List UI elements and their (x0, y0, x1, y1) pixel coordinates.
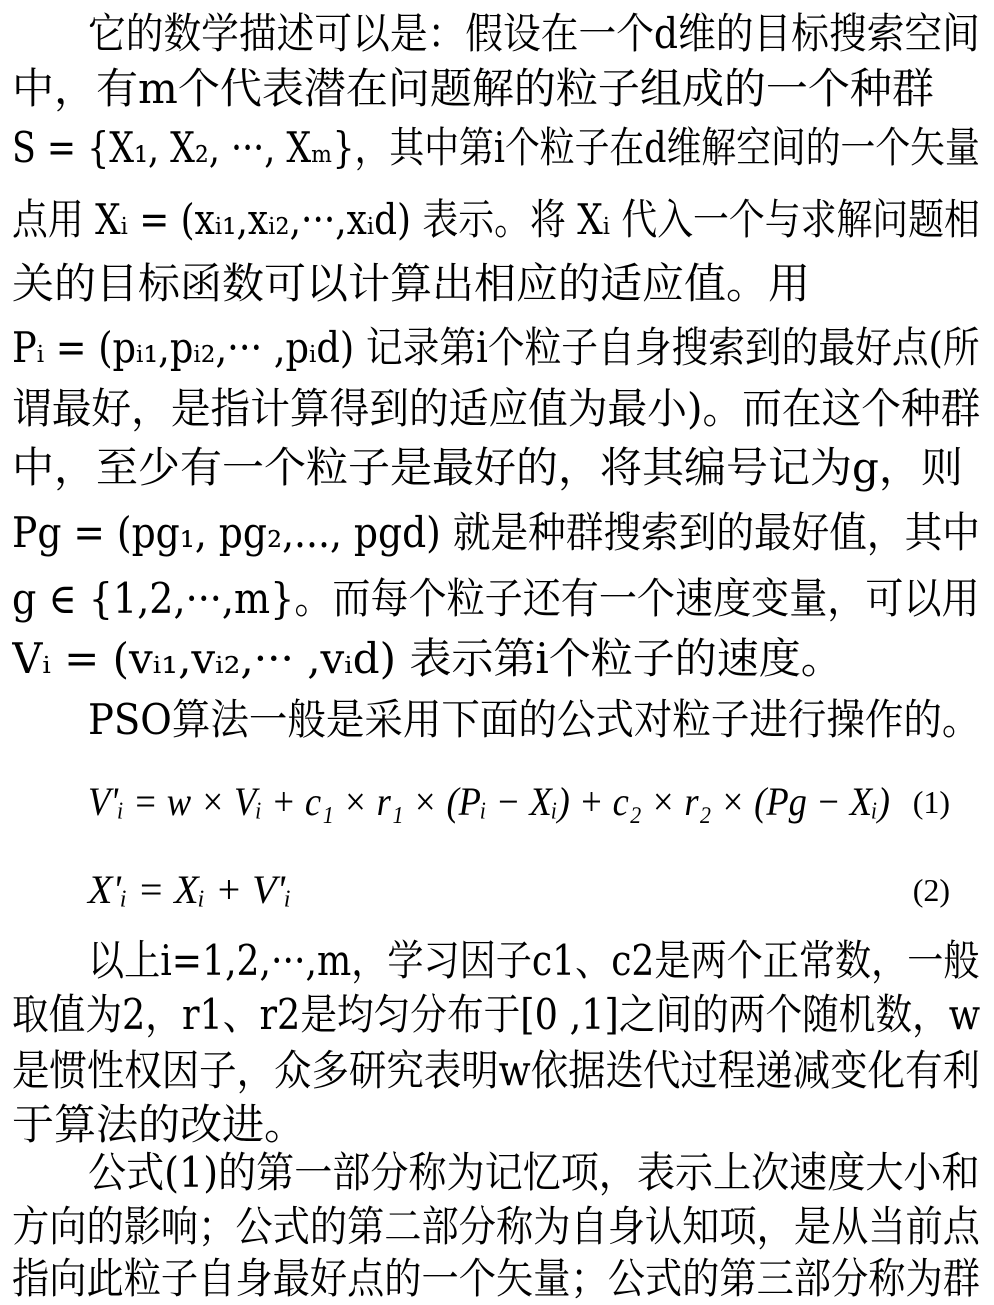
text-line: Vᵢ = (vᵢ₁,vᵢ₂,··· ,vᵢd) 表示第i个粒子的速度。 (12, 634, 843, 683)
text-line: 中，有m个代表潜在问题解的粒子组成的一个种群 (12, 64, 934, 113)
text-line: 方向的影响；公式的第二部分称为自身认知项，是从当前点 (12, 1202, 980, 1251)
text-line: 取值为2，r1、r2是均匀分布于[0 ,1]之间的两个随机数，w (12, 990, 980, 1039)
text-line: 指向此粒子自身最好点的一个矢量；公式的第三部分称为群 (12, 1254, 980, 1303)
text-line: 它的数学描述可以是：假设在一个d维的目标搜索空间 (88, 9, 980, 58)
text-line: 于算法的改进。 (12, 1100, 307, 1149)
text-line: Pg = (pg₁, pg₂,..., pgd) 就是种群搜索到的最好值，其中 (12, 508, 980, 557)
equation-1: V'ᵢ = w × Vᵢ + c₁ × r₁ × (Pᵢ − Xᵢ) + c₂ × r₂ × (Pg − Xᵢ) (1) (12, 770, 980, 834)
text-line: 以上i=1,2,···,m，学习因子c1、c2是两个正常数，一般 (88, 936, 980, 985)
text-line: 关的目标函数可以计算出相应的适应值。用 (12, 259, 811, 308)
text-line: 公式(1)的第一部分称为记忆项，表示上次速度大小和 (88, 1148, 980, 1197)
text-line: PSO算法一般是采用下面的公式对粒子进行操作的。 (88, 695, 980, 744)
text-line: 点用 Xᵢ = (xᵢ₁,xᵢ₂,···,xᵢd) 表示。将 Xᵢ 代入一个与求解问题相 (12, 195, 980, 244)
text-line: 是惯性权因子，众多研究表明w依据迭代过程递减变化有利 (12, 1046, 980, 1095)
equation-number: (1) (912, 784, 950, 820)
text-line: 谓最好，是指计算得到的适应值为最小)。而在这个种群 (12, 384, 980, 433)
equation-number: (2) (912, 872, 950, 908)
text-line: Pᵢ = (pᵢ₁,pᵢ₂,··· ,pᵢd) 记录第i个粒子自身搜索到的最好点(所 (12, 323, 980, 372)
text-line: S = {X₁, X₂, ···, Xₘ}，其中第i个粒子在d维解空间的一个矢量 (12, 123, 980, 172)
equation-2: X'ᵢ = Xᵢ + V'ᵢ (2) (12, 858, 980, 922)
text-line: 中，至少有一个粒子是最好的，将其编号记为g，则 (12, 443, 963, 492)
text-line: g ∈ {1,2,···,m}。而每个粒子还有一个速度变量，可以用 (12, 574, 980, 623)
